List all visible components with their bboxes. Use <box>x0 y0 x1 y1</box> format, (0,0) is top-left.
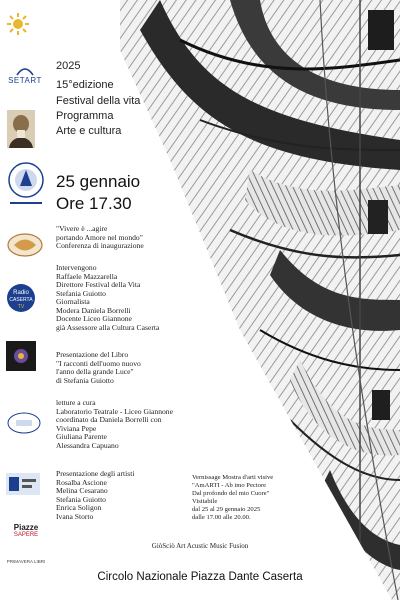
speakers-line8: già Assessore alla Cultura Caserta <box>56 322 160 332</box>
vernissage-line2: "AmARTI - Ab imo Pectore <box>192 481 267 489</box>
book-line3: l'anno della grande Luce" <box>56 367 134 376</box>
music-fusion: GiòSciò Art Acustic Music Fusion <box>151 542 249 550</box>
year: 2025 <box>56 60 81 72</box>
book-line1: Presentazione del Libro <box>56 350 129 359</box>
theme-label: Arte e cultura <box>56 125 122 138</box>
piazze-sapere-logo <box>6 520 46 542</box>
vernissage-box <box>192 474 273 521</box>
edition: 15°edizione <box>56 79 114 92</box>
sun-logo <box>6 12 30 36</box>
readings-line2: Laboratorio Teatrale - Liceo Giannone <box>56 406 173 416</box>
radio-line1: Radio <box>13 290 29 296</box>
book-line4: di Stefania Guiotto <box>56 375 114 385</box>
setart-logo <box>6 64 44 86</box>
small-footer-logo <box>4 556 48 566</box>
setart-label: SETART <box>8 75 42 85</box>
artists-logo <box>6 473 40 495</box>
readings-line6: Alessandra Capuano <box>56 440 119 450</box>
vernissage-line1: Vernissage Mostra d'arti visive <box>192 474 274 481</box>
artists-line2: Rosalba Ascione <box>56 477 107 487</box>
vernissage-line6: dalle 17.00 alle 20.00. <box>192 513 251 521</box>
speakers-line3: Direttore Festival della Vita <box>56 280 141 289</box>
vernissage-line5: dal 25 al 29 gennaio 2025 <box>192 505 261 513</box>
book-section <box>56 351 141 385</box>
edition-block <box>56 60 140 138</box>
artists-line5: Enrica Soligon <box>56 503 102 512</box>
sapere-label: SAPERE <box>13 532 39 538</box>
portrait-image <box>6 110 36 148</box>
festival-title: Festival della vita <box>56 94 141 107</box>
association-seal <box>6 160 46 208</box>
conference-section <box>56 225 144 251</box>
readings-section <box>56 399 173 450</box>
artists-line4: Stefania Guiotto <box>56 494 106 504</box>
radio-line2: CASERTA <box>9 297 33 303</box>
readings-line4: Viviana Pepe <box>56 423 97 433</box>
radio-caserta-logo <box>6 283 36 313</box>
speakers-line5: Giornalista <box>56 297 90 306</box>
speakers-line6: Modera Daniela Borrelli <box>56 305 131 315</box>
conference-line1: "Vivere è ...agire <box>56 224 108 233</box>
conference-line2: portando Amore nel mondo" <box>56 232 143 242</box>
book-line2: "I racconti dell'uomo nuovo <box>56 358 141 368</box>
program-label: Programma <box>56 109 114 122</box>
event-time: Ore 17.30 <box>56 194 132 213</box>
artists-line1: Presentazione degli artisti <box>56 469 135 478</box>
artists-line6: Ivana Storto <box>56 511 94 521</box>
venue-title: Circolo Nazionale Piazza Dante Caserta <box>97 571 303 583</box>
artists-line3: Melina Cesarano <box>56 486 108 495</box>
conference-line3: Conferenza di inaugurazione <box>56 241 144 250</box>
readings-line1: letture a cura <box>56 398 96 407</box>
speakers-line2: Raffaele Mazzarella <box>56 271 118 281</box>
readings-line3: coordinato da Daniela Borrelli con <box>56 415 162 424</box>
vernissage-line4: Visitabile <box>192 497 218 505</box>
piazze-label: Piazze <box>13 523 39 532</box>
small-footer-label: PRIMAVERA LIBRI <box>6 558 46 564</box>
readings-line5: Giuliana Parente <box>56 432 107 441</box>
speakers-line4: Stefania Guiotto <box>56 288 106 298</box>
conference-logo <box>6 232 44 258</box>
liceo-logo <box>6 411 42 435</box>
artists-section <box>56 470 134 521</box>
event-date: 25 gennaio <box>56 172 141 191</box>
speakers-line7: Docente Liceo Giannone <box>56 314 132 323</box>
book-logo <box>6 341 36 371</box>
speakers-line1: Intervengono <box>56 263 97 272</box>
speakers-section <box>56 264 159 332</box>
radio-line3: TV <box>17 304 25 310</box>
vernissage-line3: Dal profondo del mio Cuore" <box>192 489 270 497</box>
